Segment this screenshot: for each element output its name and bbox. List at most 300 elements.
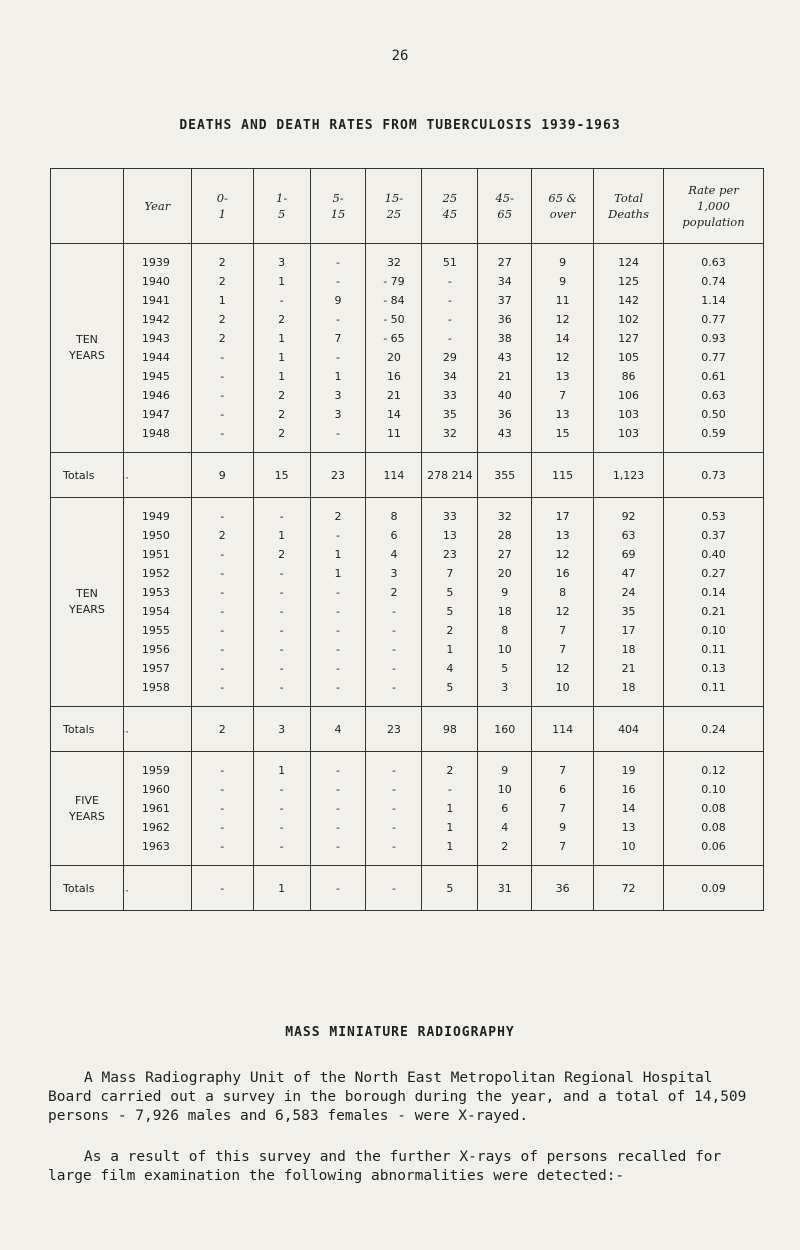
- data-cell: 3: [478, 678, 532, 697]
- spacer-cell: [594, 752, 664, 762]
- totals-dots: ..: [121, 881, 129, 895]
- data-cell: 63: [594, 526, 664, 545]
- spacer-cell: [191, 498, 253, 508]
- spacer-cell: [310, 498, 366, 508]
- table-row: [51, 526, 764, 545]
- data-cell: 28: [478, 526, 532, 545]
- data-cell: 24: [594, 583, 664, 602]
- data-cell: 2: [191, 253, 253, 272]
- totals-cell: 15: [253, 453, 310, 498]
- spacer-cell: [191, 443, 253, 453]
- data-cell: 1: [310, 367, 366, 386]
- data-cell: -: [253, 291, 310, 310]
- table-row: [51, 780, 764, 799]
- data-cell: -: [191, 799, 253, 818]
- data-cell: 0.11: [664, 640, 764, 659]
- year-cell: 1958: [123, 678, 191, 697]
- table-row: [51, 348, 764, 367]
- totals-cell: 0.73: [664, 453, 764, 498]
- data-cell: 9: [532, 253, 594, 272]
- totals-cell: 1: [253, 866, 310, 911]
- data-cell: 1: [191, 291, 253, 310]
- data-cell: -: [366, 780, 422, 799]
- data-cell: -: [422, 272, 478, 291]
- data-cell: 3: [253, 253, 310, 272]
- spacer-cell: [123, 697, 191, 707]
- data-cell: -: [191, 780, 253, 799]
- year-cell: 1947: [123, 405, 191, 424]
- totals-cell: 98: [422, 707, 478, 752]
- totals-row: [51, 866, 764, 911]
- year-cell: 1946: [123, 386, 191, 405]
- data-cell: -: [310, 424, 366, 443]
- data-cell: 10: [594, 837, 664, 856]
- spacer-cell: [478, 856, 532, 866]
- data-cell: 102: [594, 310, 664, 329]
- totals-cell: 355: [478, 453, 532, 498]
- data-cell: -: [191, 659, 253, 678]
- data-cell: 2: [191, 310, 253, 329]
- data-cell: 0.63: [664, 386, 764, 405]
- data-cell: 5: [478, 659, 532, 678]
- period-label: FIVE YEARS: [51, 752, 124, 866]
- data-cell: 8: [478, 621, 532, 640]
- year-cell: 1949: [123, 507, 191, 526]
- data-cell: 7: [532, 386, 594, 405]
- totals-row: [51, 707, 764, 752]
- data-cell: 16: [366, 367, 422, 386]
- totals-row: [51, 453, 764, 498]
- spacer-cell: [478, 697, 532, 707]
- table-row: [51, 602, 764, 621]
- spacer-cell: [253, 498, 310, 508]
- tuberculosis-deaths-table: [50, 168, 764, 911]
- totals-cell: 114: [532, 707, 594, 752]
- data-cell: 6: [366, 526, 422, 545]
- data-cell: 32: [366, 253, 422, 272]
- data-cell: -: [253, 564, 310, 583]
- data-cell: -: [310, 583, 366, 602]
- data-cell: 3: [310, 405, 366, 424]
- data-cell: 9: [478, 583, 532, 602]
- table-row: [51, 818, 764, 837]
- data-cell: 10: [478, 780, 532, 799]
- spacer-cell: [594, 498, 664, 508]
- data-cell: 7: [532, 837, 594, 856]
- spacer-cell: [310, 244, 366, 254]
- data-cell: -: [191, 507, 253, 526]
- table-row: [51, 424, 764, 443]
- spacer-cell: [310, 697, 366, 707]
- period-label: TEN YEARS: [51, 498, 124, 707]
- data-cell: 7: [532, 640, 594, 659]
- data-cell: 2: [310, 507, 366, 526]
- data-cell: -: [422, 291, 478, 310]
- data-cell: 5: [422, 583, 478, 602]
- group-spacer-row: [51, 856, 764, 866]
- data-cell: 8: [532, 583, 594, 602]
- data-cell: 10: [478, 640, 532, 659]
- year-cell: 1951: [123, 545, 191, 564]
- data-cell: 0.37: [664, 526, 764, 545]
- data-cell: 0.08: [664, 818, 764, 837]
- spacer-cell: [594, 697, 664, 707]
- data-cell: 9: [478, 761, 532, 780]
- data-cell: 3: [366, 564, 422, 583]
- spacer-cell: [594, 443, 664, 453]
- data-cell: 29: [422, 348, 478, 367]
- data-cell: -: [422, 329, 478, 348]
- section-heading: MASS MINIATURE RADIOGRAPHY: [285, 1025, 515, 1040]
- data-cell: 37: [478, 291, 532, 310]
- data-cell: 1: [422, 818, 478, 837]
- data-cell: 9: [310, 291, 366, 310]
- spacer-cell: [253, 697, 310, 707]
- data-cell: -: [191, 837, 253, 856]
- data-cell: 18: [594, 640, 664, 659]
- data-cell: -: [191, 545, 253, 564]
- data-cell: -: [191, 621, 253, 640]
- data-cell: 0.10: [664, 621, 764, 640]
- group-spacer-row: [51, 244, 764, 254]
- spacer-cell: [191, 752, 253, 762]
- header-col-10: Rate per 1,000 population: [664, 169, 764, 244]
- totals-leader: [123, 866, 191, 911]
- year-cell: 1963: [123, 837, 191, 856]
- data-cell: 0.63: [664, 253, 764, 272]
- data-cell: 4: [366, 545, 422, 564]
- data-cell: 0.11: [664, 678, 764, 697]
- table-row: [51, 564, 764, 583]
- data-cell: -: [310, 659, 366, 678]
- data-cell: -: [191, 424, 253, 443]
- data-cell: -: [310, 272, 366, 291]
- data-cell: 0.61: [664, 367, 764, 386]
- data-cell: 17: [532, 507, 594, 526]
- data-cell: -: [253, 837, 310, 856]
- data-cell: 23: [422, 545, 478, 564]
- data-cell: 33: [422, 386, 478, 405]
- spacer-cell: [366, 697, 422, 707]
- data-cell: 20: [478, 564, 532, 583]
- data-cell: 51: [422, 253, 478, 272]
- data-cell: -: [366, 837, 422, 856]
- data-cell: 0.10: [664, 780, 764, 799]
- spacer-cell: [123, 443, 191, 453]
- data-cell: -: [253, 507, 310, 526]
- data-cell: 34: [422, 367, 478, 386]
- data-cell: -: [253, 780, 310, 799]
- data-cell: -: [310, 678, 366, 697]
- table-row: [51, 621, 764, 640]
- data-cell: 0.40: [664, 545, 764, 564]
- table-row: [51, 405, 764, 424]
- table-row: [51, 799, 764, 818]
- data-cell: 35: [594, 602, 664, 621]
- totals-cell: -: [310, 866, 366, 911]
- spacer-cell: [366, 443, 422, 453]
- data-cell: 103: [594, 405, 664, 424]
- data-cell: -: [191, 564, 253, 583]
- year-cell: 1944: [123, 348, 191, 367]
- data-cell: 2: [422, 621, 478, 640]
- totals-cell: 3: [253, 707, 310, 752]
- data-cell: 13: [422, 526, 478, 545]
- table-row: [51, 253, 764, 272]
- totals-leader: [123, 453, 191, 498]
- data-cell: 21: [594, 659, 664, 678]
- data-cell: 11: [532, 291, 594, 310]
- data-cell: -: [191, 640, 253, 659]
- data-cell: 36: [478, 405, 532, 424]
- totals-label: Totals: [51, 866, 124, 911]
- data-cell: 4: [478, 818, 532, 837]
- data-cell: 12: [532, 310, 594, 329]
- spacer-cell: [532, 443, 594, 453]
- data-cell: -: [310, 761, 366, 780]
- data-cell: 19: [594, 761, 664, 780]
- data-cell: -: [366, 678, 422, 697]
- spacer-cell: [366, 856, 422, 866]
- data-cell: 13: [532, 526, 594, 545]
- data-cell: - 65: [366, 329, 422, 348]
- table-row: [51, 837, 764, 856]
- header-col-8: 65 & over: [532, 169, 594, 244]
- spacer-cell: [191, 697, 253, 707]
- table-row: [51, 678, 764, 697]
- spacer-cell: [191, 244, 253, 254]
- spacer-cell: [594, 244, 664, 254]
- data-cell: 7: [532, 799, 594, 818]
- table-row: [51, 761, 764, 780]
- table-row: [51, 272, 764, 291]
- data-cell: -: [253, 640, 310, 659]
- data-cell: -: [191, 348, 253, 367]
- totals-label: Totals: [51, 707, 124, 752]
- data-cell: 14: [594, 799, 664, 818]
- data-cell: 0.27: [664, 564, 764, 583]
- page-number: 26: [391, 48, 409, 64]
- header-col-7: 45- 65: [478, 169, 532, 244]
- data-cell: 2: [253, 424, 310, 443]
- data-cell: -: [366, 818, 422, 837]
- paragraph-survey: [48, 1069, 760, 1126]
- table-row: [51, 386, 764, 405]
- data-cell: -: [310, 348, 366, 367]
- data-cell: 18: [478, 602, 532, 621]
- data-cell: 1: [310, 564, 366, 583]
- year-cell: 1953: [123, 583, 191, 602]
- spacer-cell: [422, 856, 478, 866]
- table-row: [51, 583, 764, 602]
- data-cell: 12: [532, 348, 594, 367]
- data-cell: 2: [253, 545, 310, 564]
- data-cell: 10: [532, 678, 594, 697]
- year-cell: 1950: [123, 526, 191, 545]
- year-cell: 1939: [123, 253, 191, 272]
- totals-cell: 5: [422, 866, 478, 911]
- spacer-cell: [366, 244, 422, 254]
- data-cell: - 84: [366, 291, 422, 310]
- paragraph-survey-text: A Mass Radiography Unit of the North East Metropolitan Regional Hospital Board carried out a survey in the borough during the year, and a total of 14,509 persons - 7,926 males and 6,583 females - were X-rayed.: [48, 1070, 747, 1124]
- data-cell: 13: [532, 367, 594, 386]
- data-cell: 1.14: [664, 291, 764, 310]
- data-cell: 9: [532, 818, 594, 837]
- data-cell: 1: [310, 545, 366, 564]
- table-row: [51, 640, 764, 659]
- data-cell: 2: [253, 386, 310, 405]
- data-cell: 32: [422, 424, 478, 443]
- totals-cell: 404: [594, 707, 664, 752]
- data-cell: 1: [422, 799, 478, 818]
- data-cell: 43: [478, 424, 532, 443]
- header-col-1: Year: [123, 169, 191, 244]
- data-cell: 12: [532, 659, 594, 678]
- group-spacer-row: [51, 498, 764, 508]
- data-cell: 14: [532, 329, 594, 348]
- data-cell: -: [422, 310, 478, 329]
- totals-cell: 23: [310, 453, 366, 498]
- data-cell: 0.77: [664, 310, 764, 329]
- data-cell: 106: [594, 386, 664, 405]
- period-label: TEN YEARS: [51, 244, 124, 453]
- totals-leader: [123, 707, 191, 752]
- spacer-cell: [532, 856, 594, 866]
- year-cell: 1940: [123, 272, 191, 291]
- totals-cell: 2: [191, 707, 253, 752]
- data-cell: 103: [594, 424, 664, 443]
- data-cell: 33: [422, 507, 478, 526]
- data-cell: 20: [366, 348, 422, 367]
- data-cell: 1: [253, 348, 310, 367]
- data-cell: 40: [478, 386, 532, 405]
- data-cell: 12: [532, 602, 594, 621]
- data-cell: -: [366, 602, 422, 621]
- spacer-cell: [253, 752, 310, 762]
- data-cell: -: [253, 602, 310, 621]
- header-col-9: Total Deaths: [594, 169, 664, 244]
- year-cell: 1961: [123, 799, 191, 818]
- data-cell: -: [191, 602, 253, 621]
- spacer-cell: [532, 697, 594, 707]
- spacer-cell: [664, 443, 764, 453]
- data-cell: 8: [366, 507, 422, 526]
- spacer-cell: [422, 443, 478, 453]
- totals-cell: 1,123: [594, 453, 664, 498]
- data-cell: -: [191, 367, 253, 386]
- spacer-cell: [366, 752, 422, 762]
- totals-cell: 23: [366, 707, 422, 752]
- data-cell: 34: [478, 272, 532, 291]
- data-cell: 86: [594, 367, 664, 386]
- spacer-cell: [253, 856, 310, 866]
- data-cell: 11: [366, 424, 422, 443]
- data-cell: 0.06: [664, 837, 764, 856]
- year-cell: 1952: [123, 564, 191, 583]
- year-cell: 1960: [123, 780, 191, 799]
- data-cell: -: [191, 761, 253, 780]
- data-cell: 43: [478, 348, 532, 367]
- data-cell: -: [253, 659, 310, 678]
- spacer-cell: [123, 856, 191, 866]
- data-cell: - 50: [366, 310, 422, 329]
- group-spacer-row: [51, 697, 764, 707]
- totals-cell: 4: [310, 707, 366, 752]
- table-header-row: [51, 169, 764, 244]
- table-row: [51, 659, 764, 678]
- year-cell: 1956: [123, 640, 191, 659]
- data-cell: 9: [532, 272, 594, 291]
- data-cell: 0.74: [664, 272, 764, 291]
- spacer-cell: [310, 443, 366, 453]
- data-cell: 7: [532, 761, 594, 780]
- data-cell: 0.12: [664, 761, 764, 780]
- data-cell: -: [310, 602, 366, 621]
- data-cell: 0.13: [664, 659, 764, 678]
- totals-cell: -: [366, 866, 422, 911]
- table-row: [51, 310, 764, 329]
- spacer-cell: [594, 856, 664, 866]
- data-cell: 7: [310, 329, 366, 348]
- data-cell: -: [191, 386, 253, 405]
- spacer-cell: [478, 443, 532, 453]
- data-cell: -: [253, 799, 310, 818]
- data-cell: 0.08: [664, 799, 764, 818]
- data-cell: 124: [594, 253, 664, 272]
- data-cell: 16: [532, 564, 594, 583]
- spacer-cell: [422, 244, 478, 254]
- spacer-cell: [253, 244, 310, 254]
- data-cell: 2: [253, 405, 310, 424]
- data-cell: 1: [253, 367, 310, 386]
- data-cell: 38: [478, 329, 532, 348]
- data-cell: 35: [422, 405, 478, 424]
- data-cell: 15: [532, 424, 594, 443]
- table-row: [51, 507, 764, 526]
- data-cell: 18: [594, 678, 664, 697]
- header-col-2: 0- 1: [191, 169, 253, 244]
- data-cell: 0.93: [664, 329, 764, 348]
- spacer-cell: [664, 697, 764, 707]
- data-cell: 17: [594, 621, 664, 640]
- spacer-cell: [123, 498, 191, 508]
- data-cell: -: [253, 818, 310, 837]
- totals-cell: 278 214: [422, 453, 478, 498]
- data-cell: 5: [422, 678, 478, 697]
- data-cell: 27: [478, 253, 532, 272]
- data-cell: 12: [532, 545, 594, 564]
- year-cell: 1954: [123, 602, 191, 621]
- data-cell: 4: [422, 659, 478, 678]
- paragraph-results: [48, 1148, 760, 1186]
- data-cell: 5: [422, 602, 478, 621]
- data-cell: 36: [478, 310, 532, 329]
- year-cell: 1962: [123, 818, 191, 837]
- spacer-cell: [664, 498, 764, 508]
- data-cell: -: [422, 780, 478, 799]
- totals-cell: 114: [366, 453, 422, 498]
- data-cell: 69: [594, 545, 664, 564]
- data-cell: 32: [478, 507, 532, 526]
- data-cell: 21: [366, 386, 422, 405]
- data-cell: -: [253, 583, 310, 602]
- data-cell: -: [310, 310, 366, 329]
- data-cell: -: [310, 818, 366, 837]
- totals-label: Totals: [51, 453, 124, 498]
- data-cell: 21: [478, 367, 532, 386]
- data-cell: -: [191, 405, 253, 424]
- year-cell: 1948: [123, 424, 191, 443]
